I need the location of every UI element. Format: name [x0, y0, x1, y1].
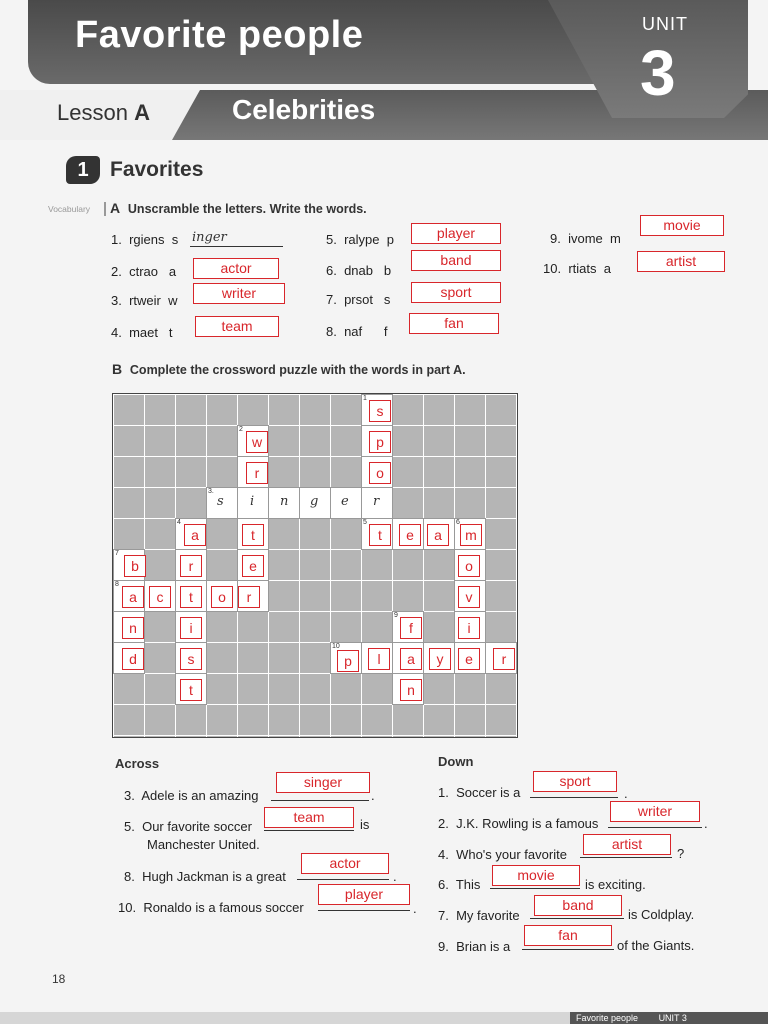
crossword-letter[interactable]: c	[149, 586, 171, 608]
crossword-letter[interactable]: p	[337, 650, 359, 672]
answer-8-box[interactable]: fan	[409, 313, 499, 334]
section-number-badge: 1	[66, 156, 100, 184]
crossword-letter[interactable]: n	[122, 617, 144, 639]
answer-9-box[interactable]: movie	[640, 215, 724, 236]
crossword-letter[interactable]: a	[427, 524, 449, 546]
answer-6-box[interactable]: band	[411, 250, 501, 271]
crossword-letter[interactable]: r	[238, 586, 260, 608]
down-clue-9-line	[522, 949, 614, 950]
down-clue-6: 6. This	[438, 877, 481, 892]
down-clue-2-line	[608, 827, 702, 828]
unscramble-item-7: 7. prsot s	[326, 292, 391, 307]
across-answer-8[interactable]: actor	[301, 853, 389, 874]
answer-7-box[interactable]: sport	[411, 282, 501, 303]
crossword-number: 3.	[208, 488, 214, 495]
crossword-letter[interactable]: e	[399, 524, 421, 546]
crossword-number: 7	[115, 550, 119, 557]
across-answer-3[interactable]: singer	[276, 772, 370, 793]
vocabulary-tag: Vocabulary	[48, 204, 91, 214]
unscramble-item-8: 8. naf f	[326, 324, 388, 339]
down-clue-7: 7. My favorite	[438, 908, 520, 923]
unscramble-item-6: 6. dnab b	[326, 263, 392, 278]
footer-tab	[570, 1012, 768, 1024]
crossword-letter[interactable]: l	[368, 648, 390, 670]
crossword-letter[interactable]: t	[369, 524, 391, 546]
crossword-letter[interactable]: t	[242, 524, 264, 546]
crossword-letter[interactable]: n	[400, 679, 422, 701]
across-answer-10[interactable]: player	[318, 884, 410, 905]
lesson-subtitle: Celebrities	[232, 94, 376, 125]
part-a-heading	[110, 200, 367, 216]
across-clue-3-end: .	[371, 788, 375, 803]
crossword-letter[interactable]: t	[180, 586, 202, 608]
crossword-letter[interactable]: o	[369, 462, 391, 484]
answer-4-box[interactable]: team	[195, 316, 279, 337]
crossword-letter[interactable]: a	[400, 648, 422, 670]
crossword-letter[interactable]: a	[122, 586, 144, 608]
lesson-letter: A	[134, 100, 150, 125]
unscramble-item-2: 2. ctrao a	[111, 264, 177, 279]
down-clue-7-line	[530, 918, 624, 919]
part-a-instruction: Unscramble the letters. Write the words.	[127, 202, 367, 216]
crossword-letter[interactable]: s	[369, 400, 391, 422]
across-heading: Across	[115, 756, 160, 771]
answer-3-box[interactable]: writer	[193, 283, 285, 304]
unit-number: 3	[640, 37, 676, 109]
part-b-letter: B	[112, 361, 123, 377]
crossword-letter[interactable]: p	[369, 431, 391, 453]
across-clue-3: 3. Adele is an amazing	[124, 788, 259, 803]
footer-unit: UNIT 3	[658, 1013, 687, 1023]
crossword-letter[interactable]: m	[460, 524, 482, 546]
unscramble-item-10: 10. rtiats a	[543, 261, 611, 276]
crossword-letter[interactable]: f	[400, 617, 422, 639]
unscramble-item-4: 4. maet t	[111, 325, 173, 340]
across-clue-8: 8. Hugh Jackman is a great	[124, 869, 286, 884]
crossword-number: 1	[363, 395, 367, 402]
down-clue-6-line	[490, 888, 580, 889]
crossword-letter[interactable]: e	[242, 555, 264, 577]
unscramble-item-3: 3. rtweir w	[111, 293, 178, 308]
down-answer-7[interactable]: band	[534, 895, 622, 916]
answer-1-line	[190, 246, 283, 247]
lesson-label	[57, 100, 150, 126]
crossword-grid	[112, 393, 518, 738]
crossword-letter[interactable]: i	[180, 617, 202, 639]
part-b-instruction: Complete the crossword puzzle with the words in part A.	[129, 363, 466, 377]
down-heading: Down	[438, 754, 474, 769]
crossword-letter[interactable]: r	[493, 648, 515, 670]
down-answer-4[interactable]: artist	[583, 834, 671, 855]
crossword-letter[interactable]: d	[122, 648, 144, 670]
across-clue-5-end: is	[360, 817, 370, 832]
crossword-number: 5	[363, 519, 367, 526]
across-clue-5-line2: Manchester United.	[147, 837, 260, 852]
crossword-letter[interactable]: s	[180, 648, 202, 670]
down-clue-4-line	[580, 857, 672, 858]
page-title: Favorite people	[75, 14, 364, 56]
down-answer-6[interactable]: movie	[492, 865, 580, 886]
crossword-letter[interactable]: o	[211, 586, 233, 608]
across-clue-3-line	[271, 800, 369, 801]
down-clue-7-end: is Coldplay.	[628, 907, 695, 922]
footer-text: Favorite people	[576, 1013, 639, 1023]
crossword-handwritten: s	[217, 494, 224, 509]
crossword-letter[interactable]: v	[458, 586, 480, 608]
answer-10-box[interactable]: artist	[637, 251, 725, 272]
page-number: 18	[52, 972, 66, 986]
down-answer-2[interactable]: writer	[610, 801, 700, 822]
lesson-word: Lesson	[57, 100, 128, 125]
across-clue-8-line	[297, 879, 389, 880]
crossword-letter[interactable]: i	[458, 617, 480, 639]
crossword-letter[interactable]: w	[246, 431, 268, 453]
across-clue-5-line	[264, 830, 354, 831]
down-clue-4: 4. Who's your favorite	[438, 847, 567, 862]
down-clue-6-end: is exciting.	[585, 877, 646, 892]
answer-2-box[interactable]: actor	[193, 258, 279, 279]
down-clue-1-line	[530, 797, 618, 798]
down-clue-1: 1. Soccer is a	[438, 785, 521, 800]
vocabulary-divider	[104, 202, 106, 216]
unscramble-item-9: 9. ivome m	[550, 231, 621, 246]
down-clue-9: 9. Brian is a	[438, 939, 511, 954]
crossword-handwritten: e	[341, 494, 349, 509]
across-clue-5: 5. Our favorite soccer	[124, 819, 252, 834]
down-clue-2-end: .	[704, 816, 708, 831]
crossword-letter[interactable]: e	[458, 648, 480, 670]
answer-1-handwritten: inger	[192, 230, 227, 245]
section-title: Favorites	[110, 158, 204, 181]
answer-5-box[interactable]: player	[411, 223, 501, 244]
crossword-letter[interactable]: o	[458, 555, 480, 577]
across-clue-10-end: .	[413, 901, 417, 916]
across-clue-10: 10. Ronaldo is a famous soccer	[118, 900, 304, 915]
across-answer-5[interactable]: team	[264, 807, 354, 828]
crossword-number: 6	[456, 519, 460, 526]
crossword-handwritten: i	[250, 494, 255, 509]
crossword-number: 10	[332, 643, 340, 650]
down-clue-2: 2. J.K. Rowling is a famous	[438, 816, 599, 831]
crossword-number: 8	[115, 581, 119, 588]
crossword-number: 4	[177, 519, 181, 526]
unscramble-item-5: 5. ralype p	[326, 232, 394, 247]
crossword-letter[interactable]: a	[184, 524, 206, 546]
crossword-letter[interactable]: r	[246, 462, 268, 484]
down-clue-1-end: .	[624, 786, 628, 801]
crossword-letter[interactable]: b	[124, 555, 146, 577]
unscramble-item-1: 1. rgiens s	[111, 232, 179, 247]
down-clue-4-end: ?	[677, 846, 685, 861]
crossword-number: 2	[239, 426, 243, 433]
part-a-letter: A	[110, 200, 121, 216]
crossword-letter[interactable]: r	[180, 555, 202, 577]
crossword-handwritten: n	[280, 494, 289, 509]
unit-label: UNIT	[642, 14, 688, 34]
crossword-handwritten: r	[373, 494, 380, 509]
crossword-handwritten: g	[310, 494, 319, 509]
across-clue-10-line	[318, 910, 410, 911]
down-answer-9[interactable]: fan	[524, 925, 612, 946]
part-b-heading	[112, 361, 466, 377]
down-clue-9-end: of the Giants.	[617, 938, 695, 953]
header-banner	[0, 0, 768, 140]
down-answer-1[interactable]: sport	[533, 771, 617, 792]
crossword-letter[interactable]: t	[180, 679, 202, 701]
across-clue-8-end: .	[393, 869, 397, 884]
crossword-number: 9	[394, 612, 398, 619]
crossword-letter[interactable]: y	[429, 648, 451, 670]
